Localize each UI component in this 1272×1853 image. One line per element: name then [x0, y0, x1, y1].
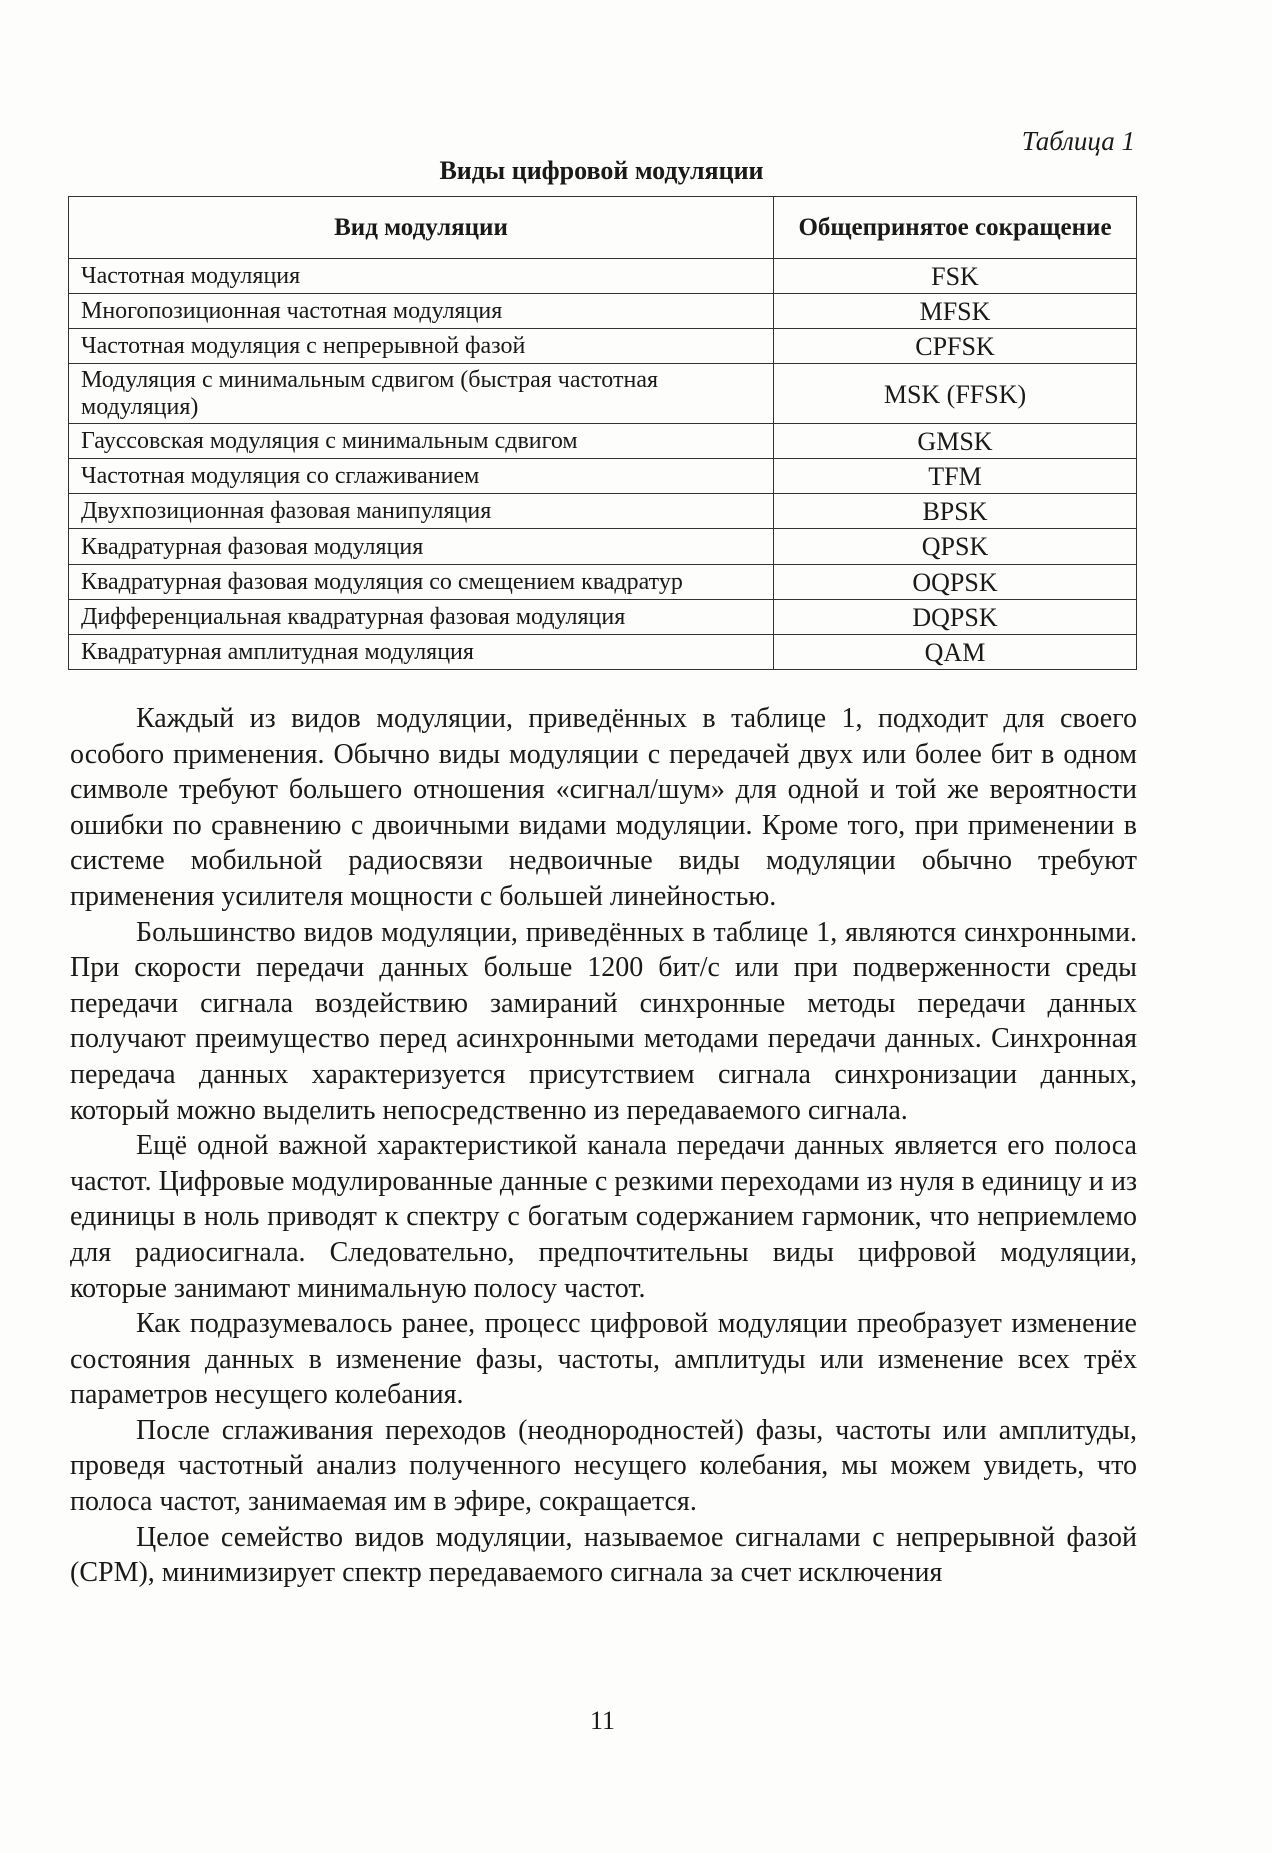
table-caption-label: Таблица 1 [1021, 126, 1135, 156]
table-row [69, 529, 1137, 564]
cell-abbreviation: CPFSK [774, 329, 1137, 364]
table-row [69, 364, 1137, 424]
cell-abbreviation: MSK (FFSK) [774, 364, 1137, 424]
paragraph: Целое семейство видов модуляции, называемое сигналами с непрерывной фазой (CPM), минимизирует спектр передаваемого сигнала за счет исключения [70, 1521, 1137, 1589]
table-row [69, 634, 1137, 669]
table-row [69, 259, 1137, 294]
modulation-table [68, 196, 1137, 670]
paragraph: Большинство видов модуляции, приведённых в таблице 1, являются синхронными. При скорости передачи данных больше 1200 бит/с или при подверженности среды передачи сигнала воздействию замираний синхронные методы передачи данных получают преимущество перед асинхронными методами передачи данных. Синхронная передача данных характеризуется присутствием сигнала синхронизации данных, который можно выделить непосредственно из передаваемого сигнала. [70, 916, 1137, 1126]
cell-modulation-type: Двухпозиционная фазовая манипуляция [69, 494, 774, 529]
table-row [69, 494, 1137, 529]
cell-modulation-type: Квадратурная фазовая модуляция со смещением квадратур [69, 564, 774, 599]
cell-abbreviation: GMSK [774, 424, 1137, 459]
cell-modulation-type: Модуляция с минимальным сдвигом (быстрая частотная модуляция) [69, 364, 774, 424]
table-row [69, 424, 1137, 459]
header-modulation-type: Вид модуляции [69, 197, 774, 259]
table-row [69, 329, 1137, 364]
cell-modulation-type: Многопозиционная частотная модуляция [69, 294, 774, 329]
header-abbreviation: Общепринятое сокращение [774, 197, 1137, 259]
cell-abbreviation: OQPSK [774, 564, 1137, 599]
paragraph: Каждый из видов модуляции, приведённых в таблице 1, подходит для своего особого применения. Обычно виды модуляции с передачей двух или более бит в одном символе требуют большего отношения «сигнал/шум» для одной и той же вероятности ошибки по сравнению с двоичными видами модуляции. Кроме того, при применении в системе мобильной радиосвязи недвоичные виды модуляции обычно требуют применения усилителя мощности с большей линейностью. [70, 703, 1137, 912]
page-number: 11 [589, 1706, 616, 1735]
cell-abbreviation: FSK [774, 259, 1137, 294]
cell-modulation-type: Гауссовская модуляция с минимальным сдвигом [69, 424, 774, 459]
cell-abbreviation: MFSK [774, 294, 1137, 329]
cell-modulation-type: Частотная модуляция со сглаживанием [69, 459, 774, 494]
cell-modulation-type: Частотная модуляция с непрерывной фазой [69, 329, 774, 364]
cell-modulation-type: Квадратурная амплитудная модуляция [69, 634, 774, 669]
table-row [69, 459, 1137, 494]
table-row [69, 294, 1137, 329]
paragraph: Ещё одной важной характеристикой канала передачи данных является его полоса частот. Цифровые модулированные данные с резкими переходами из нуля в единицу и из единицы в ноль приводят к спектру с богатым содержанием гармоник, что неприемлемо для радиосигнала. Следовательно, предпочтительны виды цифровой модуляции, которые занимают минимальную полосу частот. [70, 1130, 1137, 1304]
paragraph: Как подразумевалось ранее, процесс цифровой модуляции преобразует изменение состояния данных в изменение фазы, частоты, амплитуды или изменение всех трёх параметров несущего колебания. [70, 1308, 1137, 1411]
table-row [69, 564, 1137, 599]
cell-abbreviation: QAM [774, 634, 1137, 669]
cell-abbreviation: QPSK [774, 529, 1137, 564]
cell-abbreviation: TFM [774, 459, 1137, 494]
cell-abbreviation: BPSK [774, 494, 1137, 529]
paragraph: После сглаживания переходов (неоднородностей) фазы, частоты или амплитуды, проведя частотный анализ полученного несущего колебания, мы можем увидеть, что полоса частот, занимаемая им в эфире, сокращается. [70, 1414, 1137, 1518]
cell-modulation-type: Квадратурная фазовая модуляция [69, 529, 774, 564]
cell-modulation-type: Дифференциальная квадратурная фазовая модуляция [69, 599, 774, 634]
body-text [70, 701, 1137, 1591]
cell-abbreviation: DQPSK [774, 599, 1137, 634]
table-title: Виды цифровой модуляции [439, 156, 764, 185]
cell-modulation-type: Частотная модуляция [69, 259, 774, 294]
table-row [69, 599, 1137, 634]
table-header-row [69, 197, 1137, 259]
